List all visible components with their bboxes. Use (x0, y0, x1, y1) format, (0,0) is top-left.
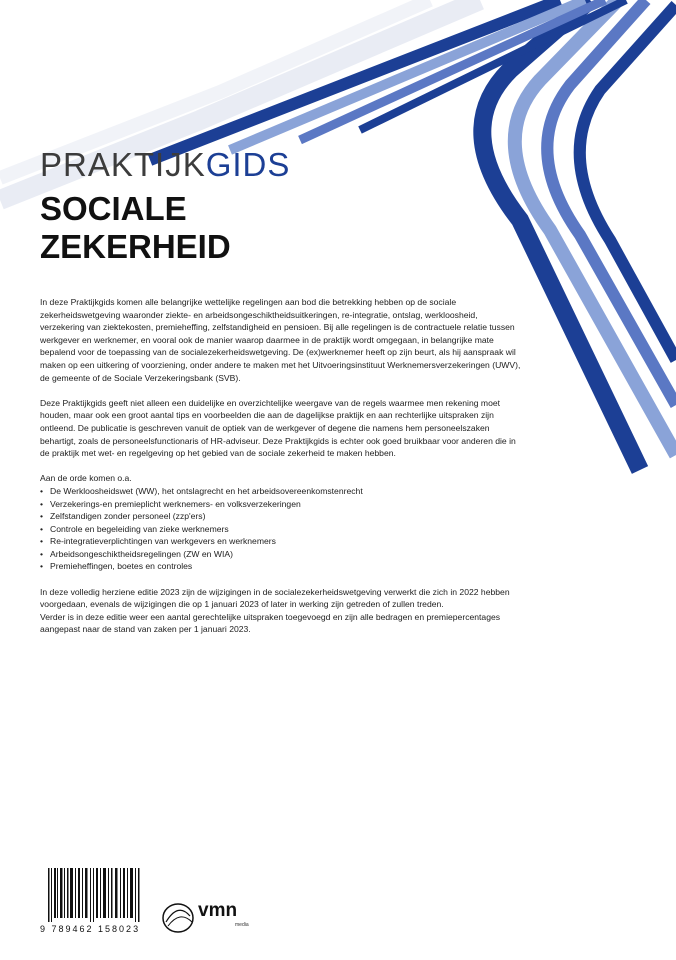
back-cover-text (40, 296, 522, 649)
isbn-number: 9 789462 158023 (40, 924, 141, 934)
series-title: PRAKTIJKGIDS (40, 146, 291, 183)
paragraph-updates: Verder is in deze editie weer een aantal gerechtelijke uitspraken toegevoegd en zijn alle bedragen en premiepercentages aangepast naar de stand van zaken per 1 januari 2023. (40, 611, 501, 635)
barcode (40, 868, 150, 928)
list-item: • Arbeidsongeschiktheidsregelingen (ZW en WIA) (40, 548, 522, 561)
paragraph-edition: In deze volledig herziene editie 2023 zijn de wijzigingen in de socialezekerheidswetgeving verwerkt die zich in 2022 hebben voorgedaan, evenals de wijzigingen die op 1 januari 2023 of later in werking zijn getreden of zullen treden. (40, 586, 510, 610)
list-item: • Controle en begeleiding van zieke werknemers (40, 523, 522, 536)
list-item: • Verzekerings-en premieplicht werknemers- en volksverzekeringen (40, 498, 522, 511)
list-item: • Zelfstandigen zonder personeel (zzp'ers) (40, 510, 522, 523)
publisher-name: vmn (198, 900, 238, 921)
list-item: • De Werkloosheidswet (WW), het ontslagrecht en het arbeidsovereenkomstenrecht (40, 485, 522, 498)
paragraph-intro: In deze Praktijkgids komen alle belangrijke wettelijke regelingen aan bod die betrekking hebben op de sociale zekerheidswetgeving waaronder ziekte- en arbeidsongeschiktheidsuitkeringen, re-integratie, ontslag, werkloosheid, verzekering van ziektekosten, premieheffing, zelfstandigheid en pensioen. Bij alle regelingen is de contractuele relatie tussen werkgever en werknemer, en vooral ook de manier waarop daarmee in de praktijk wordt omgegaan, in belangrijke mate bepalend voor de toepassing van de socialezekerheidswetgeving. De (ex)werknemer heeft op zijn beurt, als hij aanspraak wil maken op een uitkering of voorziening, onder andere te maken met het Uitvoeringsinstituut Werknemersverzekeringen (UWV), de gemeente of de Sociale Verzekeringsbank (SVB). (40, 297, 521, 383)
list-intro: Aan de orde komen o.a. (40, 473, 132, 484)
list-item: • Premieheffingen, boetes en controles (40, 560, 522, 573)
title-line-2: ZEKERHEID (40, 228, 231, 265)
publisher-subname: media (235, 922, 249, 928)
title-line-1: SOCIALE (40, 190, 187, 227)
list-item: • Re-integratieverplichtingen van werkgevers en werknemers (40, 535, 522, 548)
paragraph-description: Deze Praktijkgids geeft niet alleen een duidelijke en overzichtelijke weergave van de regels waarmee men rekening moet houden, maar ook een groot aantal tips en voorbeelden die aan de dagelijkse praktijk en aan rechterlijke uitspraken zijn ontleend. De publicatie is geschreven vanuit de optiek van de werkgever of degene die namens hem personeelszaken behartigt, zoals de personeelsfunctionaris of HR-adviseur. Deze Praktijkgids is echter ook goed bruikbaar voor anderen die in de praktijk met wet- en regelgeving op het gebied van de sociale zekerheid te maken hebben. (40, 397, 516, 459)
topic-list (40, 485, 522, 573)
book-title (40, 190, 231, 266)
